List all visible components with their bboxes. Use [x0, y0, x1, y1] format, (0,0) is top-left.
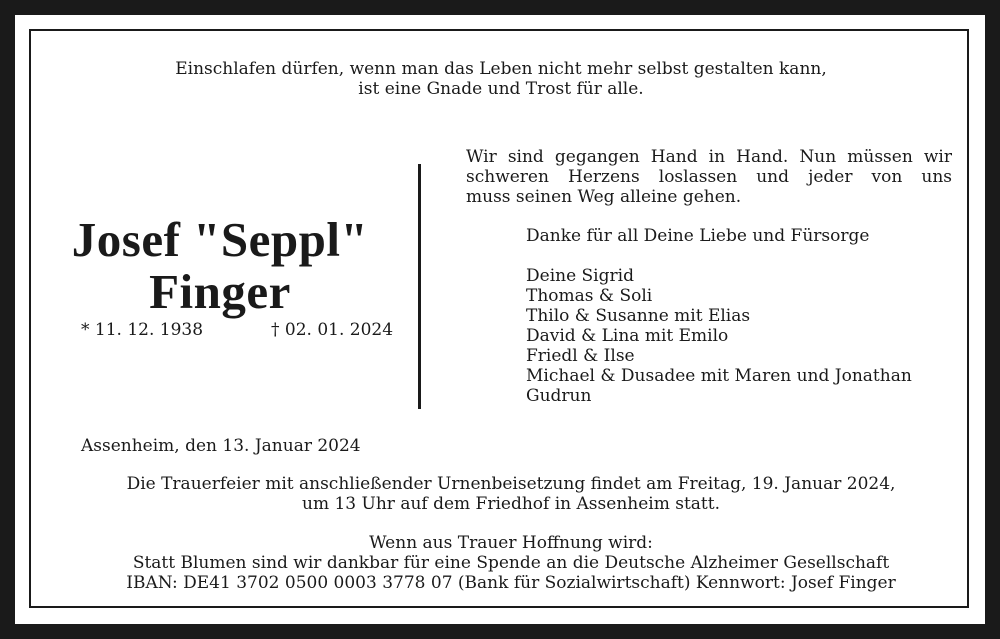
- family-member: Michael & Dusadee mit Maren und Jonathan: [526, 366, 912, 386]
- motto-line: Einschlafen dürfen, wenn man das Leben nicht mehr selbst gestalten kann,: [175, 59, 827, 79]
- poem-line: schweren Herzens loslassen und jeder von uns: [466, 167, 952, 187]
- service-line: um 13 Uhr auf dem Friedhof in Assenheim statt.: [302, 494, 720, 514]
- family-member: Gudrun: [526, 386, 592, 406]
- thanks-line: Danke für all Deine Liebe und Fürsorge: [526, 226, 870, 246]
- place-date: Assenheim, den 13. Januar 2024: [81, 436, 361, 456]
- family-list: [526, 266, 912, 406]
- donation-line: Wenn aus Trauer Hoffnung wird:: [369, 533, 653, 553]
- donation-line: Statt Blumen sind wir dankbar für eine Spende an die Deutsche Alzheimer Gesellschaft: [132, 553, 890, 573]
- death-date: † 02. 01. 2024: [271, 320, 394, 340]
- family-member: Thomas & Soli: [526, 286, 653, 306]
- deceased-name: [55, 214, 385, 318]
- obituary-card: [15, 15, 985, 624]
- poem-line: muss seinen Weg alleine gehen.: [466, 187, 742, 207]
- motto: [111, 59, 891, 99]
- donation-line: IBAN: DE41 3702 0500 0003 3778 07 (Bank für Sozialwirtschaft) Kennwort: Josef Finger: [126, 573, 896, 593]
- donation-info: [71, 533, 951, 593]
- funeral-service-info: [71, 474, 951, 514]
- poem-line: Wir sind gegangen Hand in Hand. Nun müssen wir: [466, 147, 952, 167]
- family-member: Deine Sigrid: [526, 266, 634, 286]
- birth-date: * 11. 12. 1938: [81, 320, 204, 340]
- name-line: Josef "Seppl": [71, 212, 369, 267]
- motto-line: ist eine Gnade und Trost für alle.: [358, 79, 644, 99]
- family-member: Friedl & Ilse: [526, 346, 635, 366]
- vertical-divider: [418, 164, 421, 409]
- poem: [466, 147, 952, 207]
- service-line: Die Trauerfeier mit anschließender Urnenbeisetzung findet am Freitag, 19. Januar 2024,: [126, 474, 896, 494]
- family-member: David & Lina mit Emilo: [526, 326, 729, 346]
- family-member: Thilo & Susanne mit Elias: [526, 306, 751, 326]
- name-line: Finger: [149, 264, 291, 319]
- obituary-frame: [29, 29, 969, 608]
